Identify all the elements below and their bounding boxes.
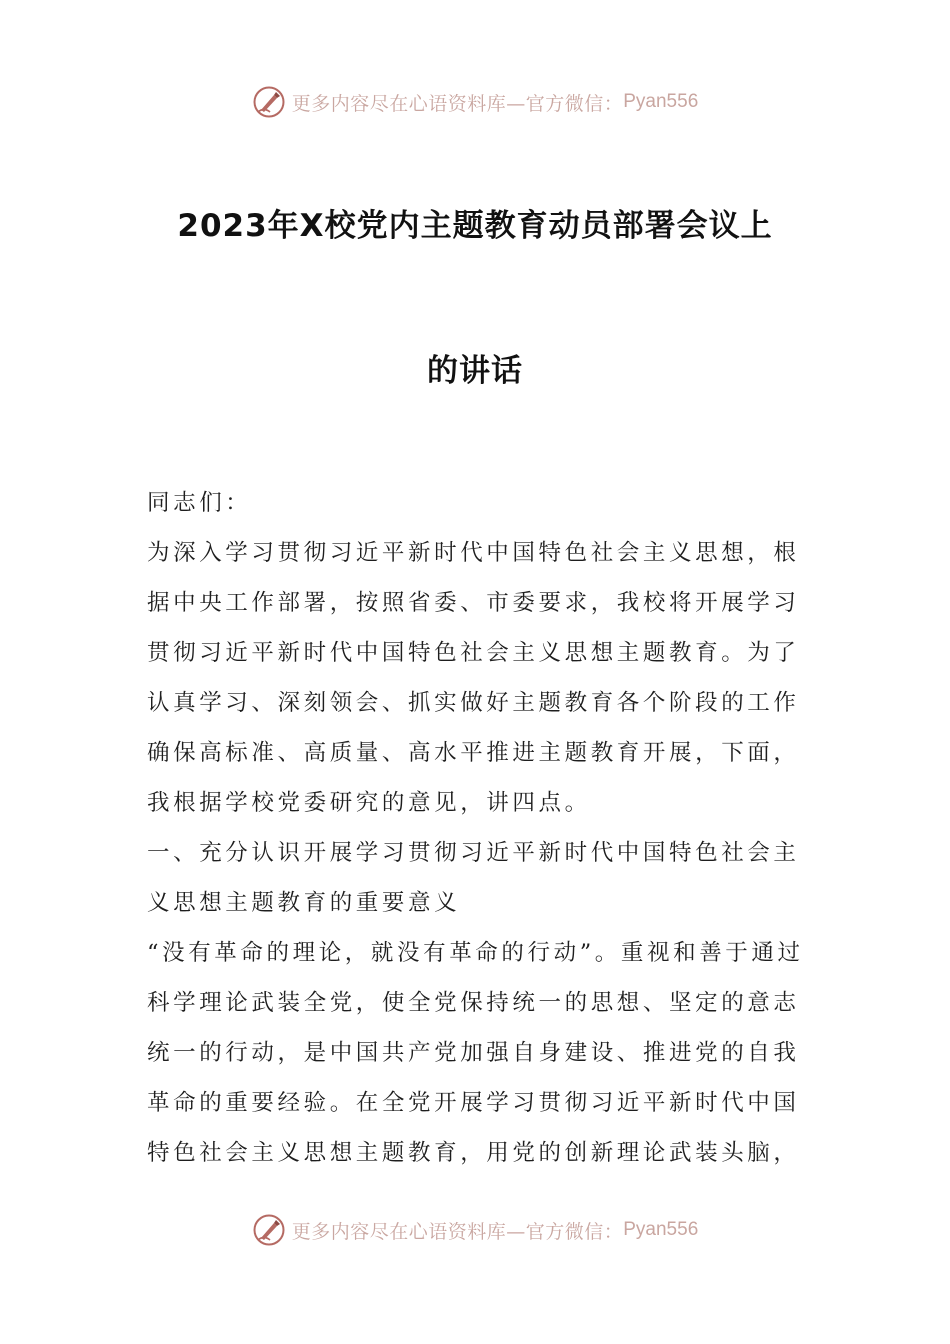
watermark-text: 更多内容尽在心语资料库—官方微信： (291, 92, 624, 115)
body-line: 科学理论武装全党，使全党保持统一的思想、坚定的意志 (147, 990, 800, 1016)
body-line: 据中央工作部署，按照省委、市委要求，我校将开展学习 (147, 590, 800, 616)
body-line: 认真学习、深刻领会、抓实做好主题教育各个阶段的工作 (147, 690, 800, 716)
section-heading-line: 一、充分认识开展学习贯彻习近平新时代中国特色社会主 (147, 840, 800, 866)
watermark-wechat-id: Pyan556 (623, 1219, 699, 1240)
body-line: 革命的重要经验。在全党开展学习贯彻习近平新时代中国 (147, 1090, 800, 1116)
document-title-line-1: 2023年X校党内主题教育动员部署会议上 (177, 208, 773, 244)
body-line: 确保高标准、高质量、高水平推进主题教育开展，下面， (147, 740, 800, 766)
body-line: 我根据学校党委研究的意见，讲四点。 (147, 790, 591, 816)
body-line: 同志们： (147, 490, 252, 516)
body-line: 统一的行动，是中国共产党加强自身建设、推进党的自我 (147, 1040, 800, 1066)
section-heading-line: 义思想主题教育的重要意义 (147, 890, 461, 916)
pen-logo-icon (252, 85, 286, 119)
document-body (147, 478, 807, 1178)
body-line: 为深入学习贯彻习近平新时代中国特色社会主义思想，根 (147, 540, 800, 566)
pen-logo-icon (252, 1213, 286, 1247)
footer-watermark (0, 1208, 950, 1252)
document-title-line-2: 的讲话 (427, 353, 523, 389)
watermark-wechat-id: Pyan556 (623, 91, 699, 112)
body-line: 贯彻习近平新时代中国特色社会主义思想主题教育。为了 (147, 640, 800, 666)
watermark-text: 更多内容尽在心语资料库—官方微信： (291, 1220, 624, 1243)
header-watermark (0, 80, 950, 124)
body-line: 特色社会主义思想主题教育，用党的创新理论武装头脑， (147, 1140, 800, 1166)
body-line: “没有革命的理论，就没有革命的行动”。重视和善于通过 (147, 940, 804, 966)
